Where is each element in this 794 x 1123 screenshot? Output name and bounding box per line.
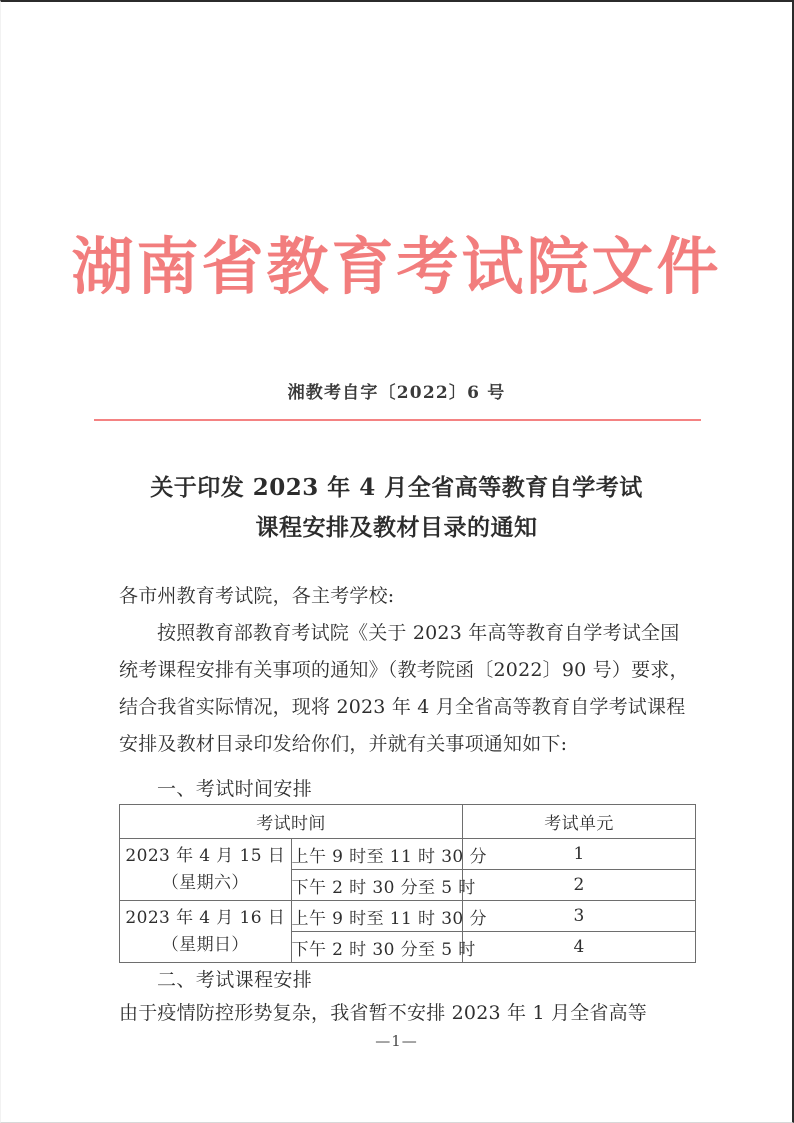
table-cell-unit: 1 [463, 839, 696, 870]
table-cell-date-main: 2023 年 4 月 16 日 [125, 907, 286, 928]
table-cell-time: 上午 9 时至 11 时 30 分 [291, 839, 463, 870]
paragraph-1-line-1: 按照教育部教育考试院《关于 2023 年高等教育自学考试全国 [157, 622, 680, 644]
paragraph-1-line-3: 结合我省实际情况，现将 2023 年 4 月全省高等教育自学考试课程 [119, 696, 686, 718]
section-2-body [119, 995, 697, 1032]
salutation: 各市州教育考试院，各主考学校: [119, 585, 395, 607]
table-row [120, 839, 696, 870]
page-number-footer: —1— [375, 1032, 418, 1050]
masthead [1, 230, 792, 303]
table-cell-date-weekday: （星期日） [161, 934, 249, 955]
table-cell-date-main: 2023 年 4 月 15 日 [125, 845, 286, 866]
table-header-row [120, 805, 696, 839]
table-cell-time: 上午 9 时至 11 时 30 分 [291, 901, 463, 932]
table-header-unit: 考试单元 [463, 805, 696, 839]
paragraph-1-line-4: 安排及教材目录印发给你们，并就有关事项通知如下: [119, 733, 568, 755]
page-title-line-2: 课程安排及教材目录的通知 [255, 514, 538, 541]
paragraph-2-line-1: 由于疫情防控形势复杂，我省暂不安排 2023 年 1 月全省高等 [119, 1002, 648, 1024]
table-cell-time: 下午 2 时 30 分至 5 时 [291, 932, 463, 963]
red-separator-rule [94, 419, 701, 421]
table-cell-date [120, 901, 292, 963]
section-heading-2: 二、考试课程安排 [157, 969, 313, 991]
exam-schedule-table [119, 804, 696, 963]
section-heading-1: 一、考试时间安排 [157, 778, 313, 800]
table-header-time: 考试时间 [120, 805, 463, 839]
document-number: 湘教考自字〔2022〕6 号 [287, 383, 506, 403]
table-cell-date [120, 839, 292, 901]
table-cell-unit: 4 [463, 932, 696, 963]
table-cell-date-weekday: （星期六） [161, 872, 249, 893]
body-text [119, 578, 697, 763]
table-cell-unit: 2 [463, 870, 696, 901]
table-cell-time: 下午 2 时 30 分至 5 时 [291, 870, 463, 901]
page-title-line-1: 关于印发 2023 年 4 月全省高等教育自学考试 [150, 474, 643, 501]
table-cell-unit: 3 [463, 901, 696, 932]
table-row [120, 901, 696, 932]
masthead-title: 湖南省教育考试院文件 [71, 230, 722, 303]
paragraph-1-line-2: 统考课程安排有关事项的通知》（教考院函〔2022〕90 号）要求， [119, 659, 689, 681]
page-title [101, 468, 692, 548]
